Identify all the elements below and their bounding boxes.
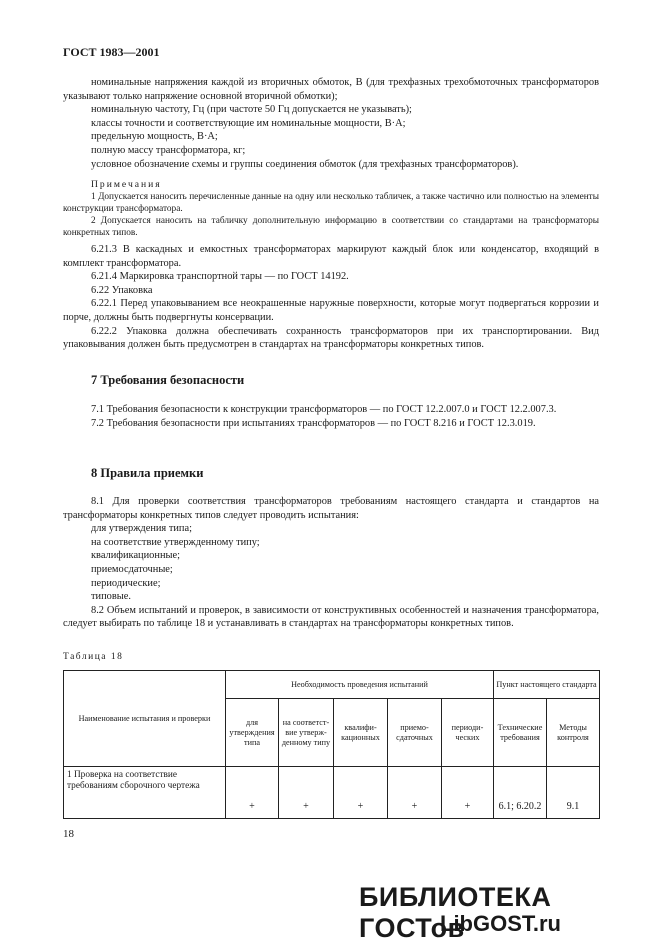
table-cell: + (279, 767, 334, 819)
document-header: ГОСТ 1983—2001 (63, 45, 160, 59)
paragraph-8-1: 8.1 Для проверки соответствия трансформаторов требованиям настоящего стандарта и стандартов на трансформаторы конкретных типов следует проводить испытания: (63, 496, 599, 521)
paragraph-8-2: 8.2 Объем испытаний и проверок, в зависимости от конструктивных особенностей и назначения трансформатора, следует выбирать по таблице 18 и устанавливать в стандартах на трансформаторы конкретных типов. (63, 604, 599, 630)
table-cell: + (442, 767, 494, 819)
table-cell-name: 1 Проверка на соответствие требованиям сборочного чертежа (64, 767, 226, 819)
note-item: 1 Допускается наносить перечисленные данные на одну или несколько табличек, а также частично или полностью на элементы конструкции трансформатора. (63, 192, 599, 214)
table-header-name: Наименование испытания и проверки (64, 671, 226, 767)
paragraph-6-22: 6.22 Упаковка (91, 284, 153, 296)
table-cell: 6.1; 6.20.2 (494, 767, 547, 819)
table-subheader: для утверждения типа (226, 699, 279, 767)
list-item: на соответствие утвержденному типу; (91, 536, 260, 548)
table-cell: + (334, 767, 388, 819)
table-subheader: квалификационных (334, 699, 388, 767)
section-8-title: 8 Правила приемки (91, 466, 204, 480)
table-subheader: на соответствие утвержденному типу (279, 699, 334, 767)
table-18 (63, 670, 600, 819)
list-item: предельную мощность, В·А; (91, 131, 218, 143)
list-item: номинальные напряжения каждой из вторичных обмоток, В (для трехфазных трехобмоточных трансформаторов указывают только напряжение основной вторичной обмотки); (63, 77, 599, 102)
page-number: 18 (63, 828, 74, 840)
section-7-body (63, 403, 599, 430)
note-item: 2 Допускается наносить на табличку дополнительную информацию в соответствии со стандартами на трансформаторы конкретных типов. (63, 216, 599, 238)
paragraph-7-2: 7.2 Требования безопасности при испытаниях трансформаторов — по ГОСТ 8.216 и ГОСТ 12.3.019. (91, 417, 536, 429)
section-8-body (63, 495, 599, 631)
table-subheader: приемосдаточных (388, 699, 442, 767)
section-8 (63, 467, 599, 481)
table-cell: 9.1 (547, 767, 600, 819)
table-subheader: Методы контроля (547, 699, 600, 767)
list-item: периодические; (91, 577, 161, 589)
section-7 (63, 374, 599, 388)
section-7-title: 7 Требования безопасности (91, 373, 245, 387)
marking-list (63, 76, 599, 171)
paragraph-6-22-1: 6.22.1 Перед упаковыванием все неокрашенные наружные поверхности, которые могут подвергаться коррозии и порче, должны быть подвергнуты консервации. (63, 298, 599, 323)
list-item: для утверждения типа; (91, 523, 192, 535)
table-caption: Таблица 18 (63, 652, 124, 662)
paragraph-6-21-4: 6.21.4 Маркировка транспортной тары — по ГОСТ 14192. (91, 271, 349, 283)
list-item: типовые. (91, 591, 131, 603)
list-item: квалификационные; (91, 550, 180, 562)
paragraph-7-1: 7.1 Требования безопасности к конструкции трансформаторов — по ГОСТ 12.2.007.0 и ГОСТ 12.2.007.3. (91, 404, 557, 415)
table-header-clause: Пункт настоящего стандарта (494, 671, 600, 699)
list-item: приемосдаточные; (91, 563, 173, 575)
list-item: классы точности и соответствующие им номинальные мощности, В·А; (91, 117, 406, 129)
list-item: номинальную частоту, Гц (при частоте 50 Гц допускается не указывать); (91, 104, 412, 116)
table-header-necessity: Необходимость проведения испытаний (226, 671, 494, 699)
list-item: условное обозначение схемы и группы соединения обмоток (для трехфазных трансформаторов). (91, 158, 519, 170)
paragraph-6-21-3: 6.21.3 В каскадных и емкостных трансформаторах маркируют каждый блок или конденсатор, входящий в комплект трансформатора. (63, 244, 599, 269)
table-cell: + (388, 767, 442, 819)
paragraph-6-22-2: 6.22.2 Упаковка должна обеспечивать сохранность трансформаторов при их транспортировании. Вид упаковывания должен быть предусмотрен в стандартах на трансформаторы конкретных типов. (63, 325, 599, 351)
table-subheader: периодических (442, 699, 494, 767)
notes-title: Примечания (91, 179, 162, 190)
table-row (64, 767, 600, 819)
watermark-title: БИБЛИОТЕКА ГОСТов (359, 882, 552, 943)
notes-block (63, 179, 599, 239)
packaging-paragraphs (63, 243, 599, 352)
table-cell: + (226, 767, 279, 819)
watermark-url: LibGOST.ru (440, 911, 561, 936)
list-item: полную массу трансформатора, кг; (91, 144, 246, 156)
table-subheader: Технические требования (494, 699, 547, 767)
